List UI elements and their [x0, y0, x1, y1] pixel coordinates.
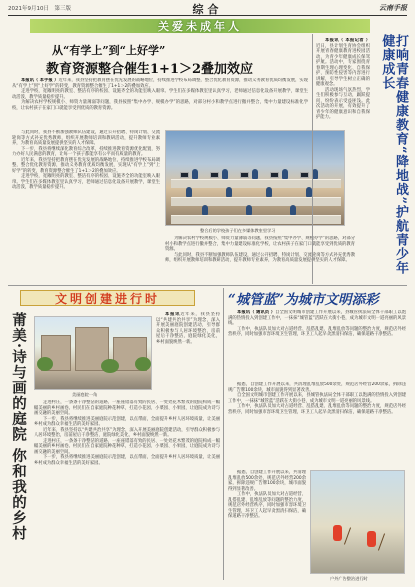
article-blue-byline: 本报讯（ 通讯员 ）	[237, 310, 276, 315]
article1-paragraph-2: 走进学校，宽敞明亮的教室、整洁有序的校园、设施齐全的功能室映入眼帘。学生们在多媒体教室里认真学习，老师通过信息化设备开展教学，课堂生动活泼，教学质量稳步提升。	[12, 89, 308, 100]
article1-paragraph-3: 为解决农村学校规模小、师资力量薄弱等问题，我县按照“集中办学、规模办学”的思路，对部分村小和教学点进行撤并整合，集中力量建设标准化学校，让农村孩子在家门口就能享受到优质的教育资源。	[12, 100, 308, 111]
article-right-byline: 本报讯（ 本报记者 ）	[325, 38, 370, 43]
article-civic-paragraph-3: 下一步，我县将继续推进美丽庭院示范创建，以点带面，全面提升乡村人居环境质量，让美丽乡村成为群众幸福生活的美好家园。	[34, 416, 220, 427]
article1-paragraph-3-repeat: 为解决农村学校规模小、师资力量薄弱等问题，我县按照“集中办学、规模办学”的思路，对部分村小和教学点进行撤并整合，集中力量建设标准化学校，让农村孩子在家门口就能享受到优质的教育资源。	[165, 236, 355, 252]
article-civic-paragraph-2: 走进村庄，一条条干净整洁的道路、一座座错落有致的民居、一处处花木繁茂的庭院构成一幅幅美丽的乡村画卷。村民们在自家庭院种花种草，打造小花园、小菜园、小果园，让庭院成为诗与画交融的美丽空间。	[34, 400, 220, 416]
article-civic-paragraph-3-repeat: 下一步，我县将继续推进美丽庭院示范创建，以点带面，全面提升乡村人居环境质量，让美丽乡村成为群众幸福生活的美好家园。	[34, 455, 220, 466]
article-right-paragraph-1: 近日，县计划生育协会组织开展青春健康教育进校园活动，为青少年健康成长保驾护航。活动中，专家围绕青春期生理心理变化、自我保护、预防性侵害等内容进行讲解，引导学生树立正确的健康观念。	[316, 43, 370, 87]
article-blue-paragraph-3-repeat: 据悉，自创建工作开展以来，共清理乱堆乱放500余处，规范店外经营200余家，拆除违规广告牌100余块，城市面貌得到显著改善。	[228, 470, 306, 492]
article-blue-paragraph-1: 自全国文明城市创建工作开展以来，县城管执法局全体干部职工以饱满的热情投入到创建工作中，一抹抹“城管蓝”活跃在大街小巷，成为城市文明一道亮丽的风景线。	[228, 310, 406, 326]
article-blue-paragraph-2: 工作中，执法队员加大对占道经营、乱搭乱建、乱堆乱放等问题的整治力度，规范店外经营秩序，同时加强市容环境卫生管理，环卫工人起早贪黑清扫保洁，确保道路干净整洁。	[228, 326, 406, 337]
article1-paragraph-4-repeat: 与此同时，我县不断加强教师队伍建设，通过公开招聘、特岗计划、交流轮岗等方式补充优秀教师，组织开展教师培训和教研活动，提升教师专业素养，为教育高质量发展提供坚实的人才保障。	[165, 252, 355, 263]
banner-civic-creation-label: 文明创建进行时	[54, 291, 160, 306]
masthead	[8, 0, 407, 16]
article-blue-body-col2	[228, 382, 406, 468]
paper-name: 云南手报	[379, 4, 407, 12]
article-blue-body-col1	[228, 310, 406, 380]
banner-youth-care-label: 关爱未成年人	[158, 20, 242, 33]
article-right-paragraph-2: 活动现场气氛热烈，学生们积极参与互动，踊跃提问，纷纷表示受益匪浅。此次活动的开展，有效提升了青少年的健康意识和自我保护能力。	[316, 87, 370, 120]
article1-headline-line2: 教育资源整合催生1+1＞2叠加效应	[46, 62, 254, 77]
article-civic-headline: 莆美·诗与画的庭院 你和我的乡村	[10, 312, 27, 542]
article1-paragraph-4: 与此同时，我县不断加强教师队伍建设，通过公开招聘、特岗计划、交流轮岗等方式补充优秀教师，组织开展教师培训和教研活动，提升教师专业素养，为教育高质量发展提供坚实的人才保障。	[12, 130, 160, 146]
article1-paragraph-2-repeat: 走进学校，宽敞明亮的教室、整洁有序的校园、设施齐全的功能室映入眼帘。学生们在多媒体教室里认真学习，老师通过信息化设备开展教学，课堂生动活泼，教学质量稳步提升。	[12, 174, 160, 190]
article-blue-paragraph-2-repeat: 工作中，执法队员加大对占道经营、乱搭乱建、乱堆乱放等问题的整治力度，规范店外经营秩序，同时加强市容环境卫生管理，环卫工人起早贪黑清扫保洁，确保道路干净整洁。	[228, 404, 406, 415]
article-blue-body-col3	[228, 470, 306, 580]
classroom-photo	[165, 130, 345, 226]
issue-date: 2021年9月10日 第三版	[8, 6, 71, 12]
article1-byline: 本报讯（ 本手报 ）	[21, 78, 59, 83]
article1-body-col3	[165, 236, 355, 282]
column-divider-right	[312, 34, 313, 284]
article1-paragraph-1-repeat: 近年来，我县坚持把教育摆在优先发展的战略地位，持续推进学校布局调整，整合优化教育资源，推动义务教育优质均衡发展，实现从“有学上”到“上好学”的转变，教育资源整合催生了1+1＞2的叠加效应。	[12, 157, 160, 174]
article-civic-byline: 本报讯	[165, 312, 181, 317]
section-title: 综合	[192, 3, 223, 16]
article-blue-headline: “城管蓝”为城市文明添彩	[228, 292, 379, 308]
article-civic-paragraph-2-repeat: 走进村庄，一条条干净整洁的道路、一座座错落有致的民居、一处处花木繁茂的庭院构成一幅幅美丽的乡村画卷。村民们在自家庭院种花种草，打造小花园、小菜园、小果园，让庭院成为诗与画交融的美丽空间。	[34, 438, 220, 455]
article-civic-body-col2	[34, 400, 220, 580]
article-civic-paragraph-1-repeat: 近年来，我县坚持以“共建共治共享”为理念，深入开展美丽庭院创建活动，引导群众积极参与人居环境整治，房前屋后干净整洁，庭院绿化美化，乡村面貌焕然一新。	[34, 427, 220, 438]
street-sweeping-photo-caption: 户外广告整治进行时	[330, 576, 368, 581]
classroom-photo-caption: 整合后的学校孩子们在多媒体教室里学习	[200, 228, 276, 233]
article1-headline-line1: 从“有学上”到“上好学”	[52, 44, 166, 57]
article-blue-paragraph-1-repeat: 自全国文明城市创建工作开展以来，县城管执法局全体干部职工以饱满的热情投入到创建工作中，一抹抹“城管蓝”活跃在大街小巷，成为城市文明一道亮丽的风景线。	[228, 393, 406, 404]
article1-paragraph-5: 下一步，我县将继续深化教育综合改革，持续推进教育资源优化配置，努力办好人民满意的教育，让每一个孩子都能享有公平而有质量的教育。	[12, 146, 160, 157]
courtyard-photo	[34, 316, 152, 390]
banner-civic-creation	[20, 290, 195, 306]
article1-body-col2	[12, 130, 160, 280]
article-civic-paragraph-1: 近年来，我县坚持以“共建共治共享”为理念，深入开展美丽庭院创建活动，引导群众积极参与人居环境整治，房前屋后干净整洁，庭院绿化美化，乡村面貌焕然一新。	[156, 312, 220, 345]
article1-paragraph-1: 近年来，我县坚持把教育摆在优先发展的战略地位，持续推进学校布局调整，整合优化教育资源，推动义务教育优质均衡发展，实现从“有学上”到“上好学”的转变，教育资源整合催生了1+1＞2的叠加效应。	[12, 78, 308, 89]
street-sweeping-photo	[310, 470, 405, 574]
courtyard-photo-caption: 美丽庭院一角	[72, 392, 98, 397]
article-blue-paragraph-2-repeat2: 工作中，执法队员加大对占道经营、乱搭乱建、乱堆乱放等问题的整治力度，规范店外经营秩序，同时加强市容环境卫生管理，环卫工人起早贪黑清扫保洁，确保道路干净整洁。	[228, 492, 306, 519]
article-right-headline: 打响青春健康教育“降地战”护航青少年健康成长	[379, 34, 408, 275]
article-civic-body-col1	[156, 312, 220, 394]
article1-body-col1	[12, 78, 308, 128]
banner-youth-care	[30, 19, 370, 33]
article-blue-paragraph-3: 据悉，自创建工作开展以来，共清理乱堆乱放500余处，规范店外经营200余家，拆除违规广告牌100余块，城市面貌得到显著改善。	[228, 382, 406, 393]
section-divider	[8, 285, 407, 286]
column-divider-bottom	[223, 288, 224, 580]
